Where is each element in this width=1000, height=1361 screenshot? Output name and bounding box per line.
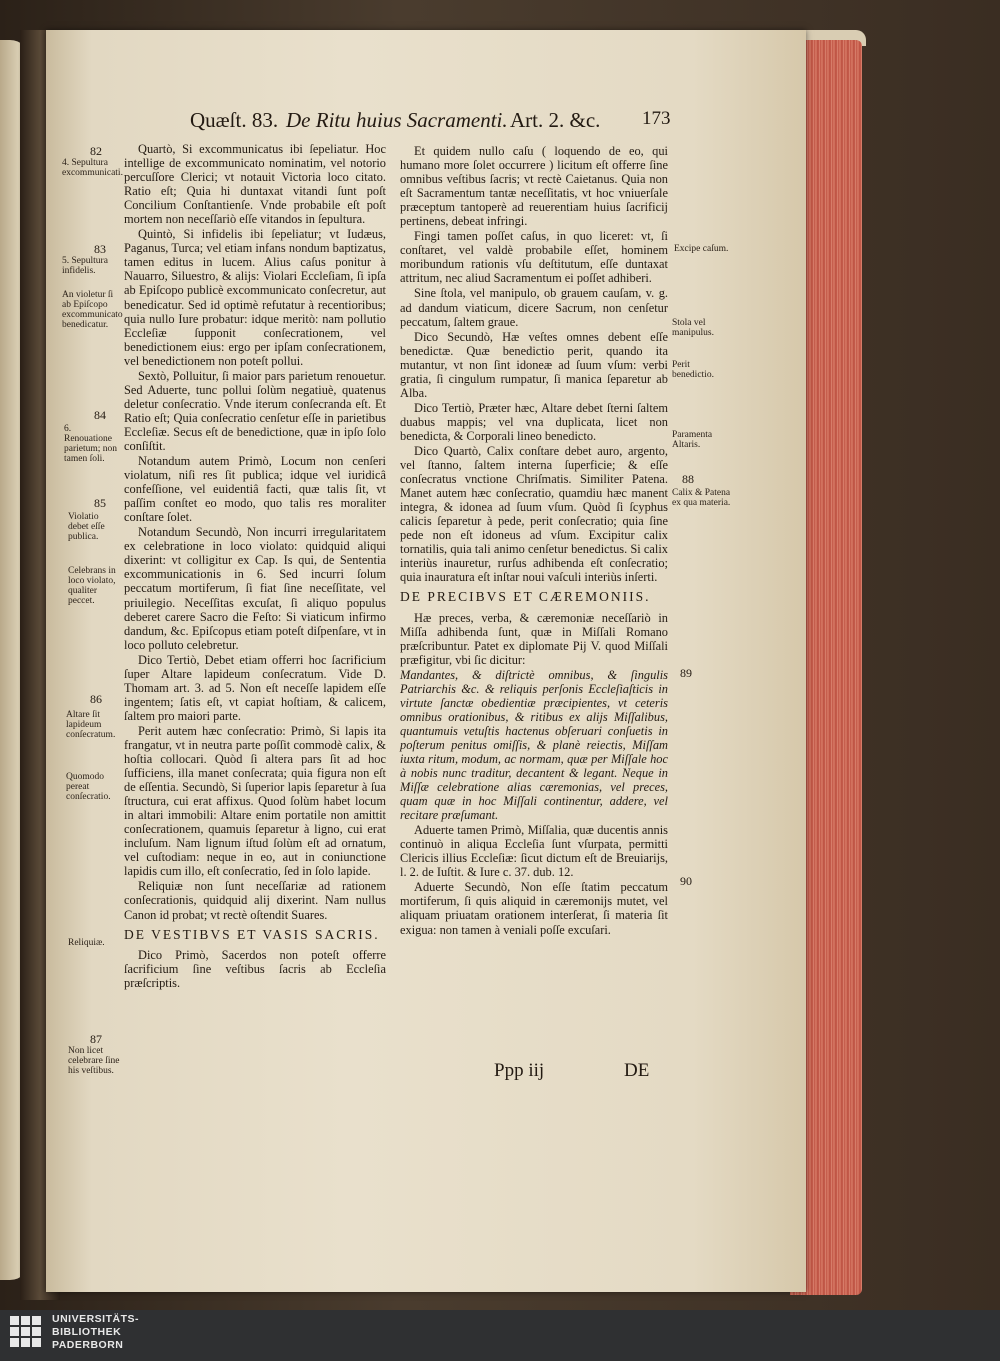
margin-note: Calix & Patena ex qua materia. xyxy=(672,488,731,508)
margin-number: 85 xyxy=(94,496,106,510)
margin-note: Quomodo pereat conſecratio. xyxy=(66,772,111,802)
margin-note: 4. Sepultura excommunicati. xyxy=(62,158,123,178)
margin-note: Altare ſit lapideum conſecratum. xyxy=(66,710,116,740)
margin-number: 87 xyxy=(90,1032,102,1046)
margin-number: 82 xyxy=(90,144,102,158)
paragraph: Et quidem nullo caſu ( loquendo de eo, qui humano more ſolet occurrere ) licitum eſt offerre ſine omnibus veſtibus ſacris; vt rectè Caietanus. Quia non eſt Sacramentum tantæ neceſſitatis, vt hoc vniuerſale præceptum tantoperè ad reuerentiam huius ſacrificij pertinens, debeat infringi. xyxy=(400,144,668,229)
catchword: DE xyxy=(624,1060,650,1081)
signature-mark: Ppp iij xyxy=(494,1060,545,1081)
right-text-column xyxy=(400,144,668,938)
library-name xyxy=(52,1313,139,1352)
paragraph: Sextò, Polluitur, ſi maior pars parietum renouetur. Sed Aduerte, tunc pollui ſolùm negatiuè, quatenus deletur conſecratio. Vnde iterum conſecranda eſt. Et Ratio eſt; Quia conſecratio cenſetur eſſe in parietibus Eccleſiæ. Secus eſt de benedictione, quæ in ipſo ſolo conſiſtit. xyxy=(124,368,386,453)
footer-bar xyxy=(0,1310,1000,1361)
paragraph: Quartò, Si excommunicatus ibi ſepeliatur. Hoc intellige de excommunicato nominatim, vel notorio percuſſore Clerici; vt notauit Victoria loco citato. Ratio eſt; Quia hi duntaxat vitandi ſunt poſt Concilium Conſtantienſe. Vnde probabile eſt poſt mortem non neceſſariò eſſe vitandos in ſepultura. xyxy=(124,142,386,227)
margin-note: 6. Renouatione parietum; non tamen ſoli. xyxy=(64,424,118,464)
margin-note: Excipe caſum. xyxy=(674,244,729,254)
paragraph: Notandum autem Primò, Locum non cenſeri violatum, niſi res ſit publica; idque vel iuridicâ confeſſione, vel euidentiâ facti, quæ talis ſit, vt paſſim conſtet eo modo, quo talis res moraliter conſtare ſolet. xyxy=(124,454,386,525)
margin-number: 90 xyxy=(680,874,692,888)
margin-note: Stola vel manipulus. xyxy=(672,318,714,338)
margin-note: Paramenta Altaris. xyxy=(672,430,713,450)
paragraph: Hæ preces, verba, & cæremoniæ neceſſariò in Miſſa adhibenda ſunt, quæ in Miſſali Romano præſcribuntur. Patet ex diplomate Pij V. quod Miſſali præfigitur, vbi ſic dicitur: xyxy=(400,610,668,667)
margin-number: 83 xyxy=(94,242,106,256)
section-heading: DE VESTIBVS ET VASIS SACRIS. xyxy=(124,926,380,942)
left-text-column xyxy=(124,142,386,991)
library-logo-icon xyxy=(8,1314,44,1356)
margin-note: 5. Sepultura infidelis. xyxy=(62,256,108,276)
paragraph: Sine ſtola, vel manipulo, ob grauem cauſam, v. g. ad dandum viaticum, dicere Sacrum, non cenſetur peccatum, ſaltem graue. xyxy=(400,286,668,329)
paragraph: Quintò, Si infidelis ibi ſepeliatur; vt Iudæus, Paganus, Turca; vel etiam infans nondum baptizatus, tamen editus in lucem. Alius caſus ponitur à Nauarro, Siluestro, & alijs: Violari Eccleſiam, ſi ipſa ab Epiſcopo publicè excommunicato conſecretur, aut benedicatur. Sed id optimè refutatur à recentioribus; quia nullo Iure probatur: idque meritò: nam pollutio Eccleſiæ ſupponit conſecrationem, vel benedictionem eius: ergo per ipſam conſecrationem, vel benedictionem non poteſt pollui. xyxy=(124,227,386,368)
header-question: Quæſt. 83. xyxy=(190,108,279,132)
paragraph: Fingi tamen poſſet caſus, in quo liceret: vt, ſi conſtaret, vel valdè probabile eſſet, hominem moribundum rationis vſu deſtitutum, eſſe duntaxat attritum, nec aliud Sacramentum ei poſſet adhiberi. xyxy=(400,229,668,286)
section-heading: DE PRECIBVS ET CÆREMONIIS. xyxy=(400,589,651,605)
paragraph: Dico Tertiò, Debet etiam offerri hoc ſacrificium ſuper Altare lapideum conſecratum. Vide D. Thomam art. 3. ad 5. Non eſt neceſſe lapidem eſſe ingentem; ſatis eſt, vt capiat hoſtiam, & calicem, ſaltem pro maiori parte. xyxy=(124,652,386,723)
paragraph: Reliquiæ non ſunt neceſſariæ ad rationem conſecrationis, quidquid alij dixerint. Nam nullus Canon id probat; vt rectè oſtendit Suares. xyxy=(124,879,386,922)
margin-number: 88 xyxy=(682,472,694,486)
margin-note: An violetur ſi ab Epiſcopo excommunicato benedicatur. xyxy=(62,290,123,330)
margin-number: 86 xyxy=(90,692,102,706)
quotation: Mandantes, & diſtrictè omnibus, & ſingulis Patriarchis &c. & reliquis perſonis Eccleſiaſticis in virtute ſanctæ obedientiæ præcipientes, vt ceteris omnibus orationibus, & ritibus ex alijs Miſſalibus, quantumuis vetuſtis hactenus obſeruari conſuetis in poſterum penitus omiſſis, & planè reiectis, Miſſam iuxta ritum, modum, ac normam, quæ per Miſſale hoc à nobis nunc traditur, decantent & legant. Neque in Miſſæ celebratione alias cæremonias, vel preces, quam quæ in hoc Miſſali continentur, addere, vel recitare præſumant. xyxy=(400,667,668,823)
margin-note: Reliquiæ. xyxy=(68,938,105,948)
library-name-line: BIBLIOTHEK xyxy=(52,1326,122,1338)
library-name-line: PADERBORN xyxy=(52,1339,124,1351)
header-article: Art. 2. &c. xyxy=(510,108,601,132)
margin-note: Perit benedictio. xyxy=(672,360,714,380)
running-header xyxy=(190,108,671,136)
paragraph: Dico Secundò, Hæ veſtes omnes debent eſſe benedictæ. Quæ benedictio perit, quando ita mutantur, vt non ſint idoneæ ad ſuum vſum: verbi gratia, ſi cingulum rumpatur, ſi manica ſeparetur ab Alba. xyxy=(400,329,668,400)
page-number: 173 xyxy=(642,108,671,129)
margin-note: Celebrans in loco violato, qualiter peccet. xyxy=(68,566,116,606)
paragraph: Aduerte Secundò, Non eſſe ſtatim peccatum mortiferum, ſi quis aliquid in cæremonijs mutet, vel aliquam priuatam orationem interſerat, ſi materia ſit exigua: non tamen à veniali poſſe excuſari. xyxy=(400,880,668,937)
margin-note: Violatio debet eſſe publica. xyxy=(68,512,105,542)
library-name-line: UNIVERSITÄTS- xyxy=(52,1313,140,1325)
paragraph: Dico Primò, Sacerdos non poteſt offerre ſacrificium ſine veſtibus ſacris ab Eccleſia præſcriptis. xyxy=(124,947,386,990)
paragraph: Dico Quartò, Calix conſtare debet auro, argento, vel ſtanno, ſaltem interna ſuperficie; & eſſe conſecratus vnctione Chriſmatis. Similiter Patena. Manet autem hæc conſecratio, quamdiu hæc manent integra, & idonea ad ſuum vſum. Quòd ſi ſcyphus calicis ſeparetur à pede, perit conſecratio; quia ſine pede non eſt idoneus ad vſum. Excipitur calix tornatilis, quia tali animo cenſetur benedictus. Si calix interiùs inauretur, rurſus adhibenda eſt conſecratio; quia inauratura eſt inſtar noui vaſculi interiùs inſerti. xyxy=(400,443,668,585)
paragraph: Notandum Secundò, Non incurri irregularitatem ex celebratione in loco violato: quidquid aliqui dixerint: vt colligitur ex Cap. Is qui, de Sententia excommunicationis in 6. Sed incurri ſolum peccatum mortiferum, ſi fiat ſine neceſſitate, vel priuilegio. Neceſſitas excuſat, ſi aliquo populus deberet carere Sacro die Feſto: Si viaticum infirmo dandum, &c. Epiſcopus etiam poteſt diſpenſare, vt in loco polluto celebretur. xyxy=(124,525,386,652)
margin-note: Non licet celebrare ſine his veſtibus. xyxy=(68,1046,120,1076)
paragraph: Perit autem hæc conſecratio: Primò, Si lapis ita frangatur, vt in neutra parte poſſit commodè calix, & hoſtia collocari. Quòd ſi altera pars ſit ad hoc ſufficiens, illa manet conſecrata; quia figura non eſt de eſſentia. Secundò, Si ſuperior lapis ſeparetur à ſua ſtructura, cui erat affixus. Quod ſolùm habet locum in altari immobili: Altare enim portatile non amittit conſecrationem, quamuis ſeparetur à ligno, cui erat incluſum. Nam lignum iſtud ſolùm eſt ad ornatum, vel cuſtodiam: neque in eo, aut in coniunctione lapidis cum illo, eſt conſecratio, ſed in ſolo lapide. xyxy=(124,723,386,879)
header-title: De Ritu huius Sacramenti. xyxy=(286,108,508,132)
margin-number: 84 xyxy=(94,408,106,422)
margin-number: 89 xyxy=(680,666,692,680)
paragraph: Aduerte tamen Primò, Miſſalia, quæ ducentis annis continuò in aliqua Eccleſia ſunt vſurpata, permitti Clericis illius Eccleſiæ: ſicut dictum eſt de Breuiarijs, l. 2. de Iuſtit. & Iure c. 37. dub. 12. xyxy=(400,823,668,880)
paragraph: Dico Tertiò, Præter hæc, Altare debet ſterni ſaltem duabus mappis; vel vna duplicata, licet non benedicta, & Corporali lineo benedicto. xyxy=(400,400,668,443)
